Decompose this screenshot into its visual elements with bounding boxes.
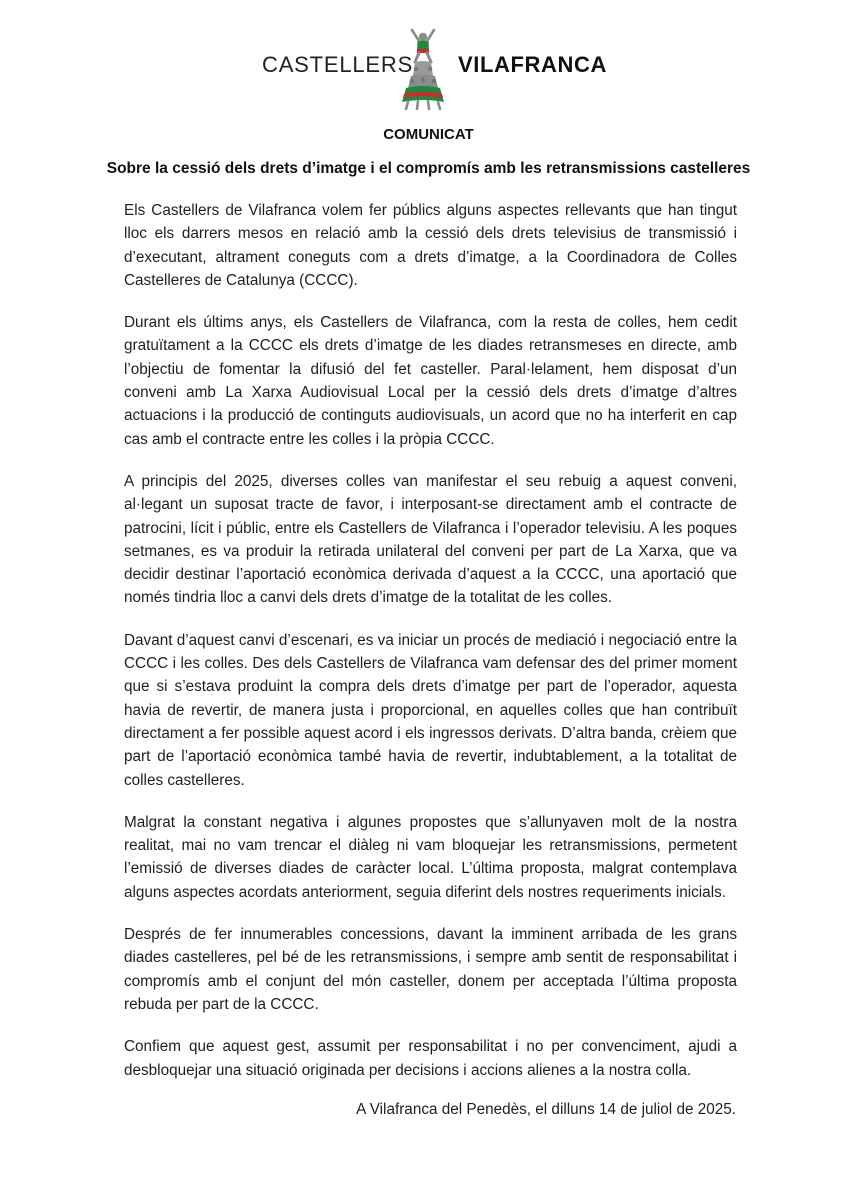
document-body xyxy=(124,199,737,1101)
document-title: COMUNICAT xyxy=(383,126,474,143)
paragraph: Davant d’aquest canvi d’escenari, es va iniciar un procés de mediació i negociació entre la CCCC i les colles. Des dels Castellers de Vilafranca vam defensar des del primer moment que si s’estava produint la compra dels drets d’imatge per part de l’operador, aquesta havia de revertir, de manera justa i proporcional, en aquelles colles que han contribuït directament a fer possible aquest acord i els ingressos derivats. D’altra banda, crèiem que part de l’aportació econòmica també havia de revertir, indubtablement, a la totalitat de colles castelleres. xyxy=(124,631,737,789)
castellers-human-tower-logo-icon xyxy=(398,28,448,110)
brand-name-vilafranca: VILAFRANCA xyxy=(458,52,607,77)
paragraph: A principis del 2025, diverses colles van manifestar el seu rebuig a aquest conveni, al·legant un suposat tracte de favor, i interposant-se directament amb el contracte de patrocini, lícit i públic, entre els Castellers de Vilafranca i l’operador televisiu. A les poques setmanes, es va produir la retirada unilateral del conveni per part de La Xarxa, que va decidir destinar l’aportació econòmica derivada d’aquest a la CCCC, una aportació que només tindria lloc a canvi dels drets d’imatge de la totalitat de les colles. xyxy=(124,472,737,607)
signature-date-line: A Vilafranca del Penedès, el dilluns 14 de juliol de 2025. xyxy=(356,1101,736,1118)
paragraph: Malgrat la constant negativa i algunes propostes que s’allunyaven molt de la nostra realitat, mai no vam trencar el diàleg ni vam bloquejar les retransmissions, permetent l’emissió de diverses diades de caràcter local. L’última proposta, malgrat contemplava alguns aspectes acordats anteriorment, seguia diferint dels nostres requeriments inicials. xyxy=(124,813,737,901)
paragraph: Confiem que aquest gest, assumit per responsabilitat i no per convenciment, ajudi a desbloquejar una situació originada per decisions i accions alienes a la nostra colla. xyxy=(124,1038,737,1079)
paragraph: Després de fer innumerables concessions, davant la imminent arribada de les grans diades castelleres, pel bé de les retransmissions, i sempre amb sentit de responsabilitat i compromís amb el conjunt del món casteller, donem per acceptada l’última proposta rebuda per part de la CCCC. xyxy=(124,926,737,1013)
paragraph: Els Castellers de Vilafranca volem fer públics alguns aspectes rellevants que han tingut lloc els darrers mesos en relació amb la cessió dels drets televisius de transmissió i d’executant, altrament coneguts com a drets d’imatge, a la Coordinadora de Colles Castelleres de Catalunya (CCCC). xyxy=(124,202,737,289)
brand-name-castellers: CASTELLERS xyxy=(262,52,414,77)
letterhead xyxy=(0,22,857,112)
paragraph: Durant els últims anys, els Castellers de Vilafranca, com la resta de colles, hem cedit gratuïtament a la CCCC els drets d’imatge de les diades retransmeses en directe, amb l’objectiu de fomentar la difusió del fet casteller. Paral·lelament, hem disposat d’un conveni amb La Xarxa Audiovisual Local per la cessió dels drets d’imatge d’altres actuacions i la producció de continguts audiovisuals, un acord que no ha interferit en cap cas amb el contracte entre les colles i la pròpia CCCC. xyxy=(124,314,737,448)
document-subtitle: Sobre la cessió dels drets d’imatge i el compromís amb les retransmissions castelleres xyxy=(106,160,751,177)
